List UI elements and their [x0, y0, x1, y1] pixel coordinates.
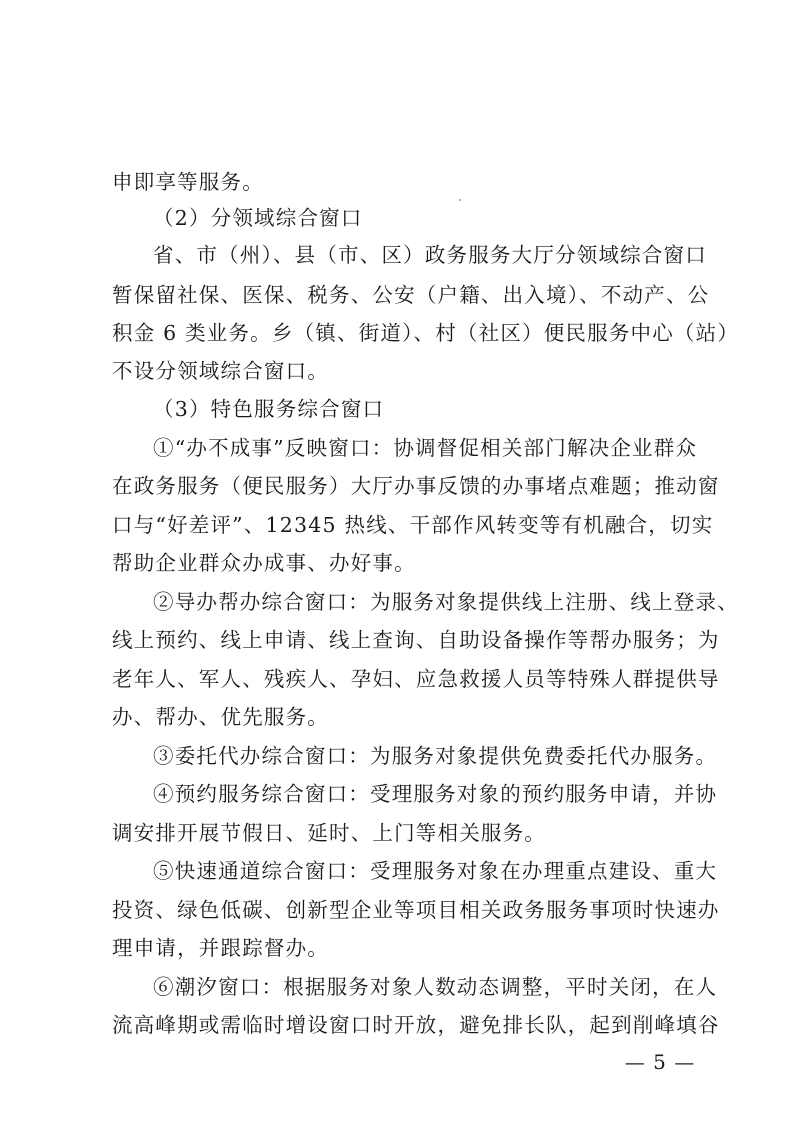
paragraph-line: 理申请，并跟踪督办。: [112, 936, 329, 960]
paragraph-line: ⑤快速通道综合窗口：受理服务对象在办理重点建设、重大: [153, 859, 718, 883]
paragraph-line: 积金 6 类业务。乡（镇、街道）、村（社区）便民服务中心（站）: [112, 321, 740, 345]
scan-speck: [459, 199, 461, 201]
paragraph-line: ②导办帮办综合窗口：为服务对象提供线上注册、线上登录、: [153, 590, 739, 614]
paragraph-line: 流高峰期或需临时增设窗口时开放，避免排长队，起到削峰填谷: [112, 1013, 720, 1037]
paragraph-line: ⑥潮汐窗口：根据服务对象人数动态调整，平时关闭，在人: [153, 975, 718, 999]
paragraph-line: 省、市（州）、县（市、区）政务服务大厅分领域综合窗口: [153, 243, 707, 267]
paragraph-line: 线上预约、线上申请、线上查询、自助设备操作等帮办服务；为: [112, 628, 720, 652]
paragraph-line: 投资、绿色低碳、创新型企业等项目相关政务服务事项时快速办: [112, 898, 720, 922]
section-heading: （3）特色服务综合窗口: [153, 397, 385, 421]
paragraph-line: 口与“好差评”、12345 热线、干部作风转变等有机融合，切实: [112, 513, 714, 537]
paragraph-line: ③委托代办综合窗口：为服务对象提供免费委托代办服务。: [153, 744, 718, 768]
paragraph-line: 调安排开展节假日、延时、上门等相关服务。: [112, 821, 546, 845]
paragraph-line: 办、帮办、优先服务。: [112, 705, 329, 729]
paragraph-line: ①“办不成事”反映窗口：协调督促相关部门解决企业群众: [153, 436, 698, 460]
paragraph-line: 暂保留社保、医保、税务、公安（户籍、出入境）、不动产、公: [112, 283, 710, 307]
paragraph-line: 在政务服务（便民服务）大厅办事反馈的办事堵点难题；推动窗: [112, 474, 720, 498]
paragraph-line: 不设分领域综合窗口。: [112, 359, 329, 383]
page-number: — 5 —: [624, 1050, 696, 1074]
paragraph-line: 申即享等服务。: [112, 170, 264, 194]
paragraph-line: 帮助企业群众办成事、办好事。: [112, 551, 416, 575]
paragraph-line: 老年人、军人、残疾人、孕妇、应急救援人员等特殊人群提供导: [112, 667, 720, 691]
section-heading: （2）分领域综合窗口: [153, 206, 363, 230]
paragraph-line: ④预约服务综合窗口：受理服务对象的预约服务申请，并协: [153, 782, 718, 806]
